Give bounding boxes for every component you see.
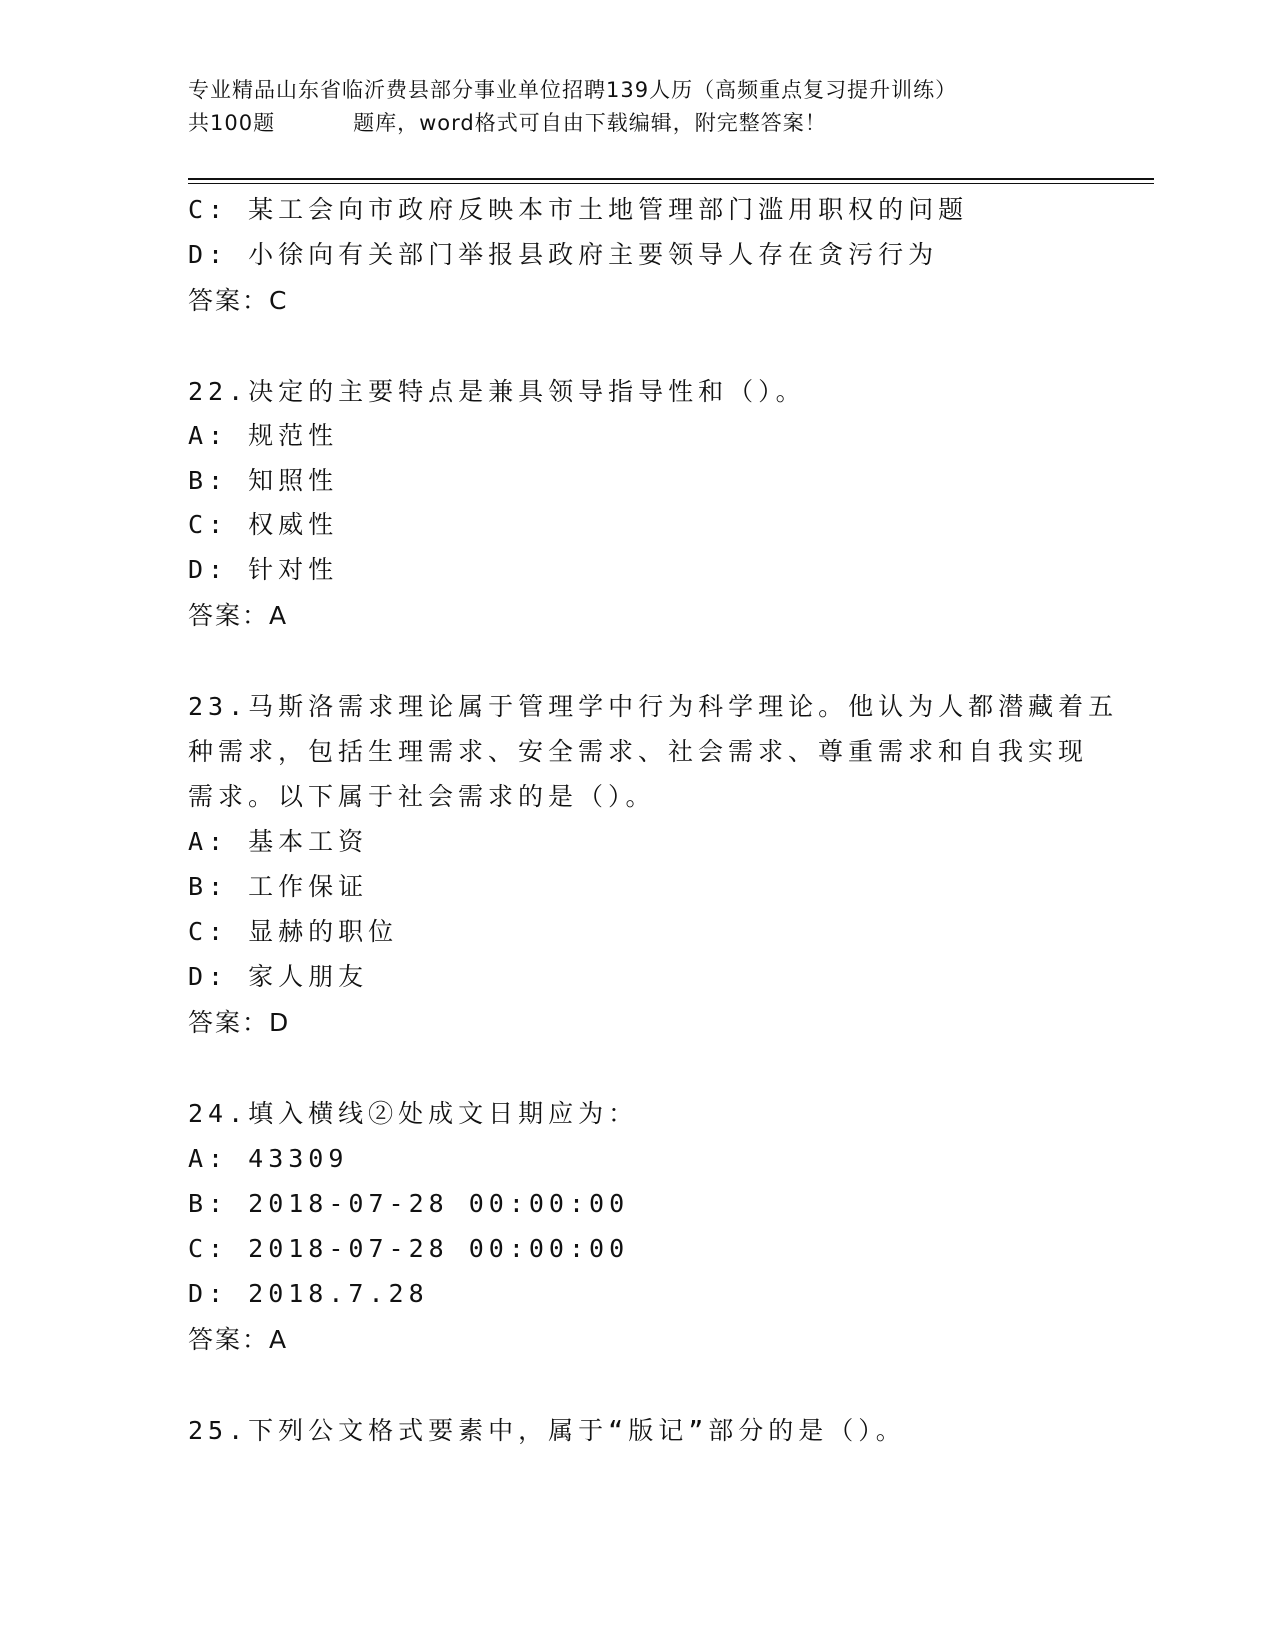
q21-answer: 答案：C (188, 286, 289, 315)
q24-option-c: C: 2018-07-28 00:00:00 (188, 1234, 630, 1263)
q21-option-d: D: 小徐向有关部门举报县政府主要领导人存在贪污行为 (188, 240, 939, 269)
q25-stem: 25.下列公文格式要素中，属于“版记”部分的是（）。 (188, 1416, 906, 1445)
q22-option-d: D: 针对性 (188, 555, 339, 584)
header-description: 题库，word格式可自由下载编辑，附完整答案！ (353, 111, 827, 135)
q24-option-a: A: 43309 (188, 1144, 349, 1173)
q22-option-a: A: 规范性 (188, 421, 339, 450)
q23-stem-line1: 23.马斯洛需求理论属于管理学中行为科学理论。他认为人都潜藏着五 (188, 692, 1119, 721)
q24-stem: 24.填入横线②处成文日期应为： (188, 1099, 639, 1128)
q22-option-b: B: 知照性 (188, 466, 339, 495)
q24-answer: 答案：A (188, 1325, 289, 1354)
q24-option-b: B: 2018-07-28 00:00:00 (188, 1189, 630, 1218)
q23-option-b: B: 工作保证 (188, 872, 369, 901)
header-subtitle-line (188, 107, 1088, 140)
q23-stem-line3: 需求。以下属于社会需求的是（）。 (188, 782, 656, 811)
q23-stem-line2: 种需求，包括生理需求、安全需求、社会需求、尊重需求和自我实现 (188, 737, 1089, 766)
document-header (188, 74, 1088, 140)
q24-option-d: D: 2018.7.28 (188, 1279, 429, 1308)
q23-answer: 答案：D (188, 1008, 291, 1037)
header-question-count: 共100题 (188, 111, 276, 135)
q22-answer: 答案：A (188, 601, 289, 630)
q22-option-c: C: 权威性 (188, 510, 339, 539)
q22-stem: 22.决定的主要特点是兼具领导指导性和（）。 (188, 377, 806, 406)
header-divider-thin (188, 183, 1154, 184)
q23-option-d: D: 家人朋友 (188, 962, 369, 991)
q23-option-a: A: 基本工资 (188, 827, 369, 856)
header-title-line: 专业精品山东省临沂费县部分事业单位招聘139人历（高频重点复习提升训练） (188, 78, 958, 102)
q23-option-c: C: 显赫的职位 (188, 917, 399, 946)
q21-option-c: C: 某工会向市政府反映本市土地管理部门滥用职权的问题 (188, 195, 969, 224)
header-divider-thick (188, 178, 1154, 180)
